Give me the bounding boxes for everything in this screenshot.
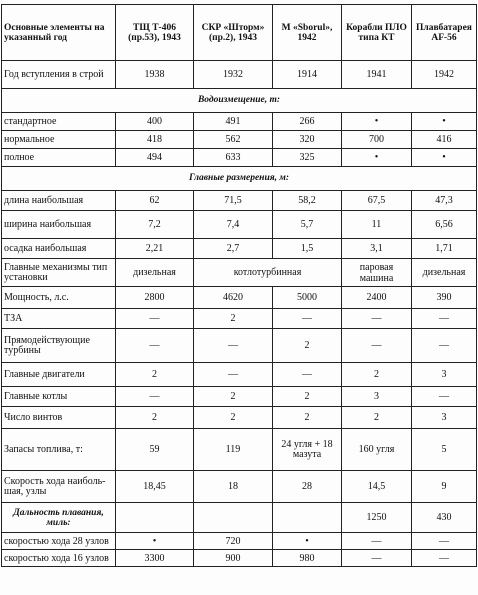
- cell: 2: [116, 363, 194, 387]
- cell: —: [116, 329, 194, 363]
- cell: 400: [116, 113, 194, 131]
- cell: 491: [194, 113, 273, 131]
- cell: 59: [116, 429, 194, 471]
- row-label: Мощность, л.с.: [2, 287, 116, 309]
- table-row: [2, 429, 477, 471]
- cell: 1,5: [273, 239, 342, 259]
- section-dimensions: Главные размерения, м:: [2, 167, 477, 191]
- row-label: скоростью хода 28 узлов: [2, 533, 116, 550]
- cell: 494: [116, 149, 194, 167]
- section-row: [2, 167, 477, 191]
- table-row: [2, 211, 477, 239]
- cell: 1914: [273, 61, 342, 89]
- cell: •: [412, 149, 477, 167]
- row-label: Число винтов: [2, 407, 116, 429]
- cell: 418: [116, 131, 194, 149]
- cell: 2800: [116, 287, 194, 309]
- cell: 2: [273, 329, 342, 363]
- cell: •: [342, 113, 412, 131]
- row-label: осадка наибольшая: [2, 239, 116, 259]
- table-row: [2, 503, 477, 533]
- row-label: Дальность плавания, миль:: [2, 503, 116, 533]
- cell: —: [412, 329, 477, 363]
- cell: [116, 503, 194, 533]
- cell: —: [412, 309, 477, 329]
- header-sborul: М «Sborul», 1942: [273, 5, 342, 61]
- cell: 320: [273, 131, 342, 149]
- row-label: Главные котлы: [2, 387, 116, 407]
- row-label: Главные механизмы тип установки: [2, 259, 116, 287]
- header-shtorm: СКР «Шторм» (пр.2), 1943: [194, 5, 273, 61]
- cell: 266: [273, 113, 342, 131]
- cell: 7,2: [116, 211, 194, 239]
- cell: •: [116, 533, 194, 550]
- table-row: [2, 239, 477, 259]
- cell: 3: [412, 407, 477, 429]
- table-row: [2, 407, 477, 429]
- cell: —: [116, 309, 194, 329]
- cell: 325: [273, 149, 342, 167]
- cell: 633: [194, 149, 273, 167]
- cell: [273, 503, 342, 533]
- cell: 9: [412, 471, 477, 503]
- table-row: [2, 149, 477, 167]
- table-row: [2, 329, 477, 363]
- cell: 3: [412, 363, 477, 387]
- table-row: [2, 287, 477, 309]
- ship-specifications-table: [1, 4, 477, 567]
- row-label: Прямодействующие турбины: [2, 329, 116, 363]
- table-header-row: [2, 5, 477, 61]
- cell: 14,5: [342, 471, 412, 503]
- cell: —: [412, 533, 477, 550]
- cell: 11: [342, 211, 412, 239]
- table-row: [2, 191, 477, 211]
- table-row: [2, 131, 477, 149]
- cell: 160 угля: [342, 429, 412, 471]
- cell: 119: [194, 429, 273, 471]
- cell: 71,5: [194, 191, 273, 211]
- cell: дизельная: [412, 259, 477, 287]
- cell: [194, 503, 273, 533]
- cell: —: [194, 363, 273, 387]
- cell: 18,45: [116, 471, 194, 503]
- table-row: [2, 113, 477, 131]
- section-displacement: Водоизмещение, т:: [2, 89, 477, 113]
- cell: 1932: [194, 61, 273, 89]
- cell: 3: [342, 387, 412, 407]
- cell: 67,5: [342, 191, 412, 211]
- row-label: Главные двигатели: [2, 363, 116, 387]
- row-label: Скорость хода наиболь-шая, узлы: [2, 471, 116, 503]
- cell: 47,3: [412, 191, 477, 211]
- cell: 2: [194, 387, 273, 407]
- cell: 2: [116, 407, 194, 429]
- cell: 416: [412, 131, 477, 149]
- cell: —: [194, 329, 273, 363]
- cell: —: [412, 550, 477, 567]
- cell: 720: [194, 533, 273, 550]
- cell: —: [273, 309, 342, 329]
- cell: 2,21: [116, 239, 194, 259]
- cell: котлотурбинная: [194, 259, 342, 287]
- cell: 58,2: [273, 191, 342, 211]
- row-label: Запасы топлива, т:: [2, 429, 116, 471]
- cell: •: [412, 113, 477, 131]
- cell: дизельная: [116, 259, 194, 287]
- cell: 562: [194, 131, 273, 149]
- cell: 3300: [116, 550, 194, 567]
- cell: паровая машина: [342, 259, 412, 287]
- cell: 5000: [273, 287, 342, 309]
- table-row: [2, 363, 477, 387]
- cell: 700: [342, 131, 412, 149]
- cell: 5: [412, 429, 477, 471]
- cell: 2: [194, 407, 273, 429]
- table-row: [2, 387, 477, 407]
- cell: 4620: [194, 287, 273, 309]
- row-label: длина наибольшая: [2, 191, 116, 211]
- cell: 900: [194, 550, 273, 567]
- table-row: [2, 533, 477, 550]
- cell: 2: [273, 387, 342, 407]
- cell: 2: [342, 407, 412, 429]
- section-row: [2, 89, 477, 113]
- row-label: ТЗА: [2, 309, 116, 329]
- cell: 2: [273, 407, 342, 429]
- header-parameters: Основные элементы на указанный год: [2, 5, 116, 61]
- row-label: стандартное: [2, 113, 116, 131]
- cell: —: [342, 309, 412, 329]
- cell: •: [342, 149, 412, 167]
- row-label: полное: [2, 149, 116, 167]
- cell: 1938: [116, 61, 194, 89]
- cell: —: [273, 363, 342, 387]
- cell: 1250: [342, 503, 412, 533]
- cell: 24 угля + 18 мазута: [273, 429, 342, 471]
- cell: —: [342, 550, 412, 567]
- cell: 18: [194, 471, 273, 503]
- cell: 5,7: [273, 211, 342, 239]
- table-row: [2, 61, 477, 89]
- header-kt: Корабли ПЛО типа КТ: [342, 5, 412, 61]
- cell: —: [412, 387, 477, 407]
- cell: 2: [342, 363, 412, 387]
- cell: 980: [273, 550, 342, 567]
- cell: —: [342, 329, 412, 363]
- row-label: нормальное: [2, 131, 116, 149]
- cell: 2: [194, 309, 273, 329]
- cell: 28: [273, 471, 342, 503]
- cell: 7,4: [194, 211, 273, 239]
- table-row: [2, 550, 477, 567]
- header-t406: ТЩ Т-406 (пр.53), 1943: [116, 5, 194, 61]
- header-af56: Плавбатарея АF-56: [412, 5, 477, 61]
- table-row: [2, 259, 477, 287]
- cell: 430: [412, 503, 477, 533]
- cell: 6,56: [412, 211, 477, 239]
- table-row: [2, 309, 477, 329]
- row-label: Год вступления в строй: [2, 61, 116, 89]
- cell: 62: [116, 191, 194, 211]
- cell: 2400: [342, 287, 412, 309]
- row-label: ширина наибольшая: [2, 211, 116, 239]
- cell: •: [273, 533, 342, 550]
- table-row: [2, 471, 477, 503]
- row-label: скоростью хода 16 узлов: [2, 550, 116, 567]
- cell: 2,7: [194, 239, 273, 259]
- cell: 1942: [412, 61, 477, 89]
- cell: 1941: [342, 61, 412, 89]
- cell: 1,71: [412, 239, 477, 259]
- cell: 390: [412, 287, 477, 309]
- cell: —: [342, 533, 412, 550]
- cell: 3,1: [342, 239, 412, 259]
- cell: —: [116, 387, 194, 407]
